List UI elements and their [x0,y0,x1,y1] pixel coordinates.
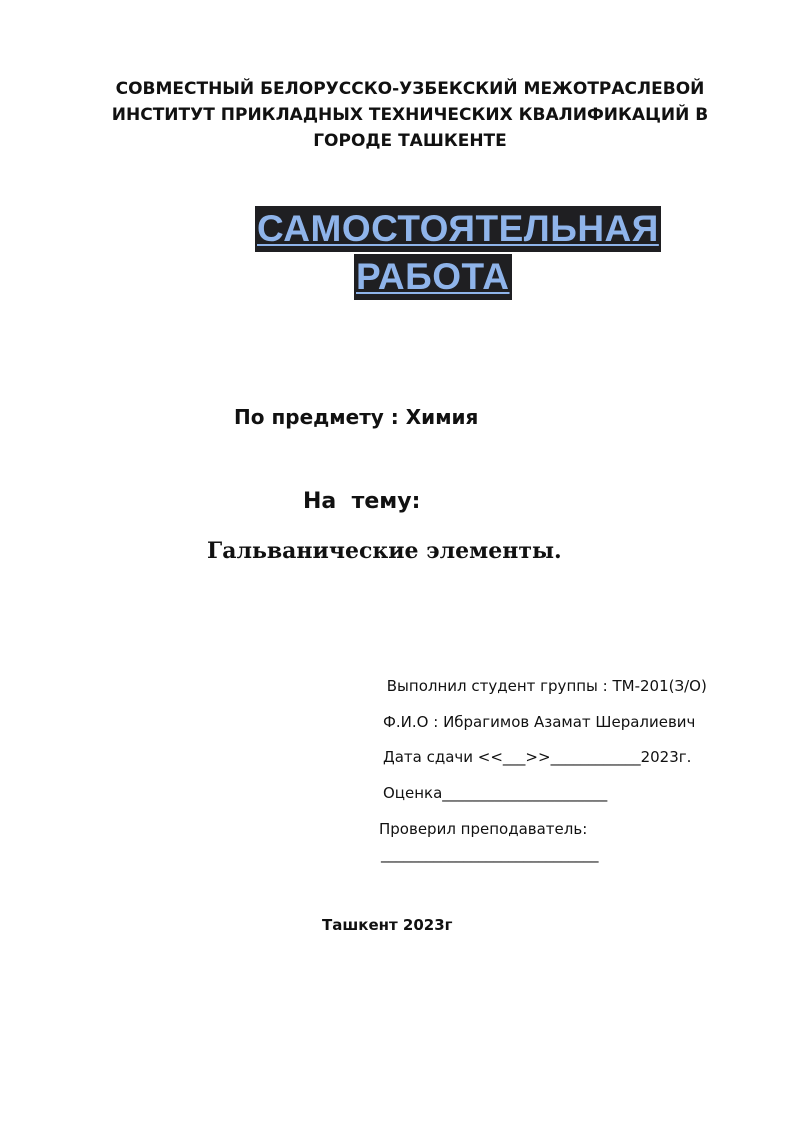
signature-line: _____________________________ [381,845,599,863]
checked-by-line: Проверил преподаватель: [379,820,588,838]
student-group-line: Выполнил студент группы : ТМ-201(З/О) [382,677,707,695]
title-line-2: РАБОТА [354,254,512,300]
topic-title: Гальванические элементы. [207,538,562,564]
place-and-year: Ташкент 2023г [322,916,453,934]
institute-name [90,76,730,154]
topic-label: На тему: [303,489,421,514]
institute-line-1: СОВМЕСТНЫЙ БЕЛОРУССКО-УЗБЕКСКИЙ МЕЖОТРАСЛЕВОЙ [115,79,705,99]
grade-line: Оценка______________________ [383,784,608,802]
institute-line-3: ГОРОДЕ ТАШКЕНТЕ [313,131,507,151]
subject-line: По предмету : Химия [234,405,479,429]
institute-line-2: ИНСТИТУТ ПРИКЛАДНЫХ ТЕХНИЧЕСКИХ КВАЛИФИКАЦИЙ В [111,105,709,125]
title-line-1: САМОСТОЯТЕЛЬНАЯ [255,206,661,252]
submission-date-line: Дата сдачи <<___>>____________2023г. [383,748,692,766]
student-name-line: Ф.И.О : Ибрагимов Азамат Шералиевич [383,713,696,731]
